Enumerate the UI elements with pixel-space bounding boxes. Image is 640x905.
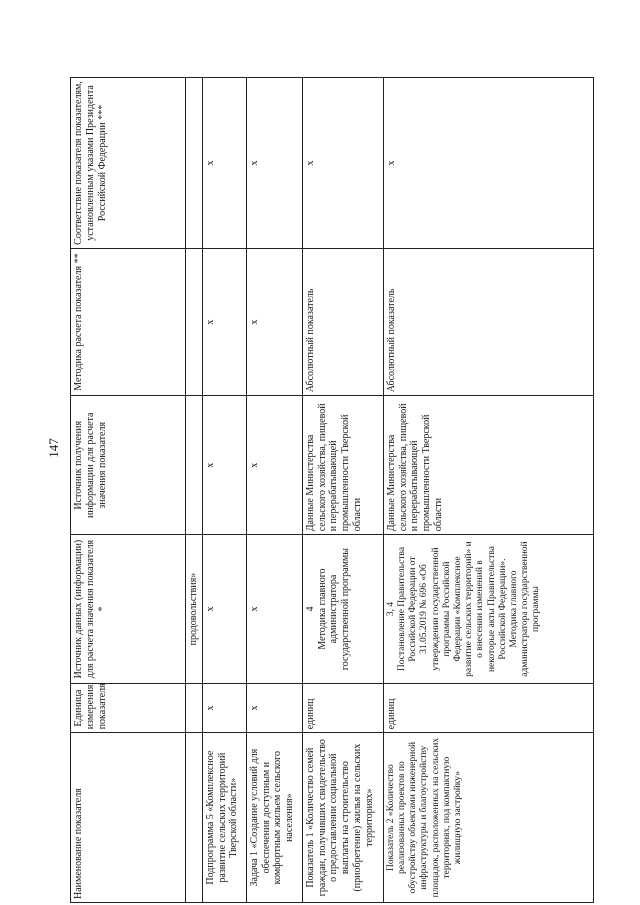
row-unit: единиц bbox=[383, 683, 593, 733]
continuation-text: продовольствия» bbox=[186, 535, 203, 684]
row-method: Абсолютный показатель bbox=[383, 248, 593, 395]
table-row bbox=[302, 78, 383, 903]
continuation-row bbox=[186, 78, 203, 903]
source-number: 3, 4 bbox=[385, 601, 396, 617]
row-source bbox=[383, 535, 593, 684]
page-number: 147 bbox=[45, 438, 61, 458]
header-match: Соответствие показателя показателям, установленным указами Президента Российской Федерации *** bbox=[71, 78, 186, 249]
row-source: x bbox=[246, 535, 302, 684]
row-origin: x bbox=[202, 396, 246, 535]
row-source: x bbox=[202, 535, 246, 684]
source-text: Постановление Правительства Российской Федерации от 31.05.2019 № 696 «Об утверждении государственной программы Российской Федерации «Комплексное развитие сельских территорий» и о внесении изменений в некоторые акты Правительства Российской Федерации». Методика главного администратора государственной программы bbox=[397, 541, 542, 677]
row-unit: x bbox=[202, 683, 246, 733]
table-header-row bbox=[71, 78, 186, 903]
row-unit: x bbox=[246, 683, 302, 733]
row-name: Задача 1 «Создание условий для обеспечения доступным и комфортным жильем сельского населения» bbox=[246, 733, 302, 903]
row-match: x bbox=[302, 78, 383, 249]
row-match: x bbox=[246, 78, 302, 249]
source-text: Методика главного администратора государственной программы bbox=[316, 548, 352, 671]
header-unit: Единица измерения показателя bbox=[71, 683, 186, 733]
indicators-table bbox=[70, 77, 594, 903]
row-match: x bbox=[202, 78, 246, 249]
row-source bbox=[302, 535, 383, 684]
row-name: Показатель 1 «Количество семей граждан, получивших свидетельство о предоставлении социальной выплаты на строительство (приобретение) жилья на сельских территориях» bbox=[302, 733, 383, 903]
row-method: x bbox=[202, 248, 246, 395]
row-method: x bbox=[246, 248, 302, 395]
source-number: 4 bbox=[304, 606, 316, 612]
header-method: Методика расчета показателя ** bbox=[71, 248, 186, 395]
row-unit: единиц bbox=[302, 683, 383, 733]
header-origin: Источник получения информации для расчета значения показателя bbox=[71, 396, 186, 535]
row-origin: Данные Министерства сельского хозяйства, пищевой и перерабатывающей промышленности Тверской области bbox=[302, 396, 383, 535]
table-row bbox=[383, 78, 593, 903]
table-row bbox=[246, 78, 302, 903]
row-name: Показатель 2 «Количество реализованных проектов по обустройству объектами инженерной инфраструктуры и благоустройству площадок, расположенных на сельских территориях, под компактную жилищную застройку» bbox=[383, 733, 593, 903]
header-name: Наименование показателя bbox=[71, 733, 186, 903]
row-match: x bbox=[383, 78, 593, 249]
header-source: Источник данных (информации) для расчета значения показателя * bbox=[71, 535, 186, 684]
row-origin: x bbox=[246, 396, 302, 535]
row-method: Абсолютный показатель bbox=[302, 248, 383, 395]
row-name: Подпрограмма 5 «Комплексное развитие сельских территорий Тверской области» bbox=[202, 733, 246, 903]
row-origin: Данные Министерства сельского хозяйства, пищевой и перерабатывающей промышленности Тверской области bbox=[383, 396, 593, 535]
table-row bbox=[202, 78, 246, 903]
